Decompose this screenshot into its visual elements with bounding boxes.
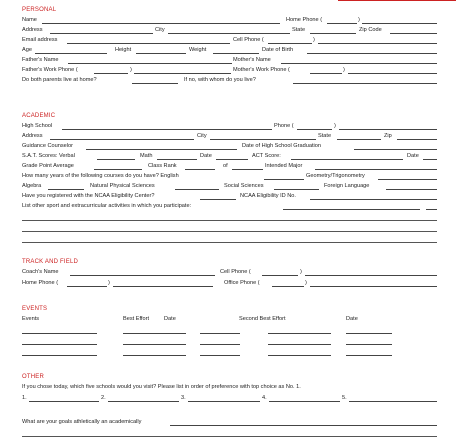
field-guidance[interactable] (86, 149, 237, 150)
field-event-3[interactable] (22, 355, 97, 356)
field-natural-sciences-years[interactable] (175, 189, 219, 190)
field-class-rank[interactable] (185, 169, 215, 170)
paren-cell-phone: ) (313, 37, 315, 43)
paren-home-phone: ) (358, 17, 360, 23)
field-age[interactable] (35, 53, 107, 54)
label-city: City (155, 27, 165, 33)
label-guidance: Guidance Counselor (22, 143, 73, 149)
label-height: Height (115, 47, 132, 53)
field-zip-code[interactable] (390, 33, 437, 34)
label-ncaa-id: NCAA Eligibility ID No. (240, 193, 296, 199)
field-school-2[interactable] (108, 401, 179, 402)
col-second-best: Second Best Effort (239, 316, 286, 322)
label-name: Name (22, 17, 37, 23)
field-act[interactable] (291, 159, 403, 160)
label-class-rank: Class Rank (148, 163, 177, 169)
field-name[interactable] (42, 23, 280, 24)
field-hs-phone[interactable] (339, 129, 437, 130)
field-parents-at-home[interactable] (132, 83, 178, 84)
label-how-many-years: How many years of the following courses do you have? English (22, 173, 179, 179)
field-goals-2[interactable] (22, 436, 437, 437)
label-hs-state: State (318, 133, 332, 139)
field-activities-1[interactable] (283, 209, 420, 210)
section-heading-events: EVENTS (22, 306, 48, 312)
top-red-rule (338, 0, 456, 1)
label-hs-address: Address (22, 133, 43, 139)
field-social-sciences-years[interactable] (274, 189, 319, 190)
field-cell-phone[interactable] (318, 43, 437, 44)
field-coach-name[interactable] (70, 275, 215, 276)
label-goals: What are your goals athletically an academically (22, 419, 142, 425)
label-age: Age (22, 47, 32, 53)
field-hs-state[interactable] (337, 139, 381, 140)
paren-coach-cell: ) (300, 269, 302, 275)
field-fathers-name[interactable] (68, 63, 232, 64)
field-activities-3[interactable] (22, 231, 437, 232)
field-second-best-2[interactable] (268, 344, 331, 345)
field-event-2[interactable] (22, 344, 97, 345)
col-date: Date (164, 316, 176, 322)
label-school-4: 4. (262, 395, 267, 401)
field-best-effort-2[interactable] (123, 344, 186, 345)
section-heading-personal: PERSONAL (22, 7, 57, 13)
label-school-3: 3. (181, 395, 186, 401)
section-heading-academic: ACADEMIC (22, 113, 56, 119)
field-coach-home-area[interactable] (67, 286, 107, 287)
label-address: Address (22, 27, 43, 33)
label-if-no: If no, with whom do you live? (184, 77, 256, 83)
paren-coach-home: ) (108, 280, 110, 286)
field-activities-2[interactable] (22, 220, 437, 221)
field-lives-with[interactable] (293, 83, 437, 84)
label-coach-cell: Cell Phone ( (220, 269, 251, 275)
paren-fathers-work: ) (130, 67, 132, 73)
field-coach-cell[interactable] (305, 275, 437, 276)
label-geometry: Geometry/Trigonometry (306, 173, 365, 179)
field-grad-date[interactable] (354, 149, 437, 150)
label-mothers-work-phone: Mother's Work Phone ( (233, 67, 290, 73)
field-date-of-birth[interactable] (307, 53, 437, 54)
field-best-effort-1[interactable] (123, 333, 186, 334)
label-fathers-work-phone: Father's Work Phone ( (22, 67, 78, 73)
label-of: of (223, 163, 228, 169)
field-date-2[interactable] (200, 344, 240, 345)
field-high-school[interactable] (62, 129, 272, 130)
label-act: ACT Score: (252, 153, 281, 159)
field-date2-1[interactable] (346, 333, 392, 334)
label-list-other: List other sport and extracurricular activities in which you participate: (22, 203, 192, 209)
field-hs-address[interactable] (50, 139, 194, 140)
label-email: Email address (22, 37, 58, 43)
field-school-1[interactable] (29, 401, 99, 402)
field-hs-zip[interactable] (397, 139, 437, 140)
col-best-effort: Best Effort (123, 316, 150, 322)
label-school-5: 5. (342, 395, 347, 401)
field-hs-phone-area[interactable] (297, 129, 332, 130)
field-best-effort-3[interactable] (123, 355, 186, 356)
field-date2-2[interactable] (346, 344, 392, 345)
field-mothers-name[interactable] (281, 63, 437, 64)
field-mothers-work-area[interactable] (310, 73, 342, 74)
label-math: Math (140, 153, 153, 159)
field-coach-cell-area[interactable] (262, 275, 298, 276)
label-gpa: Grade Point Average (22, 163, 74, 169)
field-school-4[interactable] (269, 401, 340, 402)
label-date-of-birth: Date of Birth (262, 47, 294, 53)
field-cell-phone-area[interactable] (268, 43, 312, 44)
label-foreign-language: Foreign Language (324, 183, 370, 189)
paren-hs-phone: ) (334, 123, 336, 129)
label-school-1: 1. (22, 395, 27, 401)
label-social-sciences: Social Sciences (224, 183, 264, 189)
field-home-phone[interactable] (362, 23, 437, 24)
field-height[interactable] (136, 53, 186, 54)
field-english-years[interactable] (264, 179, 304, 180)
field-date-3[interactable] (200, 355, 240, 356)
field-home-phone-area[interactable] (327, 23, 357, 24)
label-sat-date: Date (200, 153, 212, 159)
label-high-school: High School (22, 123, 53, 129)
field-email[interactable] (67, 43, 230, 44)
field-ncaa-registered[interactable] (200, 199, 236, 200)
label-zip-code: Zip Code (359, 27, 382, 33)
label-state: State (292, 27, 306, 33)
label-weight: Weight (189, 47, 207, 53)
label-hs-phone: Phone ( (274, 123, 294, 129)
field-coach-office[interactable] (310, 286, 437, 287)
label-algebra: Algebra (22, 183, 42, 189)
field-city[interactable] (168, 33, 290, 34)
field-class-size[interactable] (232, 169, 263, 170)
field-activities-4[interactable] (22, 242, 437, 243)
label-intended-major: Intended Major (265, 163, 303, 169)
field-coach-office-area[interactable] (272, 286, 304, 287)
label-coach-name: Coach's Name (22, 269, 59, 275)
col-date-2: Date (346, 316, 358, 322)
label-ncaa-registered: Have you registered with the NCAA Eligibility Center? (22, 193, 155, 199)
label-cell-phone: Cell Phone ( (233, 37, 264, 43)
field-act-date[interactable] (423, 159, 437, 160)
paren-mothers-work: ) (343, 67, 345, 73)
label-parents-at-home: Do both parents live at home? (22, 77, 97, 83)
label-coach-office: Office Phone ( (224, 280, 260, 286)
field-sat-math[interactable] (157, 159, 197, 160)
paren-coach-office: ) (305, 280, 307, 286)
field-school-3[interactable] (188, 401, 260, 402)
label-mothers-name: Mother's Name (233, 57, 271, 63)
field-ncaa-id[interactable] (310, 199, 437, 200)
field-coach-home[interactable] (113, 286, 213, 287)
field-weight[interactable] (213, 53, 259, 54)
label-fathers-name: Father's Name (22, 57, 59, 63)
field-activities-1b[interactable] (426, 209, 437, 210)
field-date-1[interactable] (200, 333, 240, 334)
section-heading-other: OTHER (22, 374, 44, 380)
field-sat-verbal[interactable] (97, 159, 135, 160)
label-coach-home: Home Phone ( (22, 280, 59, 286)
col-events: Events (22, 316, 40, 322)
section-heading-track: TRACK AND FIELD (22, 259, 79, 265)
label-school-2: 2. (101, 395, 106, 401)
label-grad-date: Date of High School Graduation (242, 143, 321, 149)
field-geometry-years[interactable] (378, 179, 437, 180)
label-five-schools: If you chose today, which five schools would you visit? Please list in order of preference with top choice as No. 1. (22, 384, 301, 390)
label-sat: S.A.T. Scores: Verbal (22, 153, 75, 159)
field-address[interactable] (50, 33, 153, 34)
field-second-best-1[interactable] (268, 333, 331, 334)
label-home-phone: Home Phone ( (286, 17, 323, 23)
field-algebra-years[interactable] (48, 189, 84, 190)
field-event-1[interactable] (22, 333, 97, 334)
label-hs-zip: Zip (384, 133, 392, 139)
field-date2-3[interactable] (346, 355, 392, 356)
label-natural-sciences: Natural Physical Sciences (90, 183, 155, 189)
field-intended-major[interactable] (315, 169, 437, 170)
field-fathers-work-area[interactable] (94, 73, 128, 74)
field-sat-date[interactable] (216, 159, 248, 160)
field-hs-city[interactable] (210, 139, 316, 140)
field-mothers-work-phone[interactable] (348, 73, 437, 74)
field-goals-1[interactable] (170, 425, 437, 426)
field-second-best-3[interactable] (268, 355, 331, 356)
field-state[interactable] (310, 33, 356, 34)
field-gpa[interactable] (94, 169, 142, 170)
label-hs-city: City (197, 133, 207, 139)
field-foreign-language-years[interactable] (386, 189, 437, 190)
field-school-5[interactable] (349, 401, 437, 402)
label-act-date: Date (407, 153, 419, 159)
field-fathers-work-phone[interactable] (134, 73, 231, 74)
